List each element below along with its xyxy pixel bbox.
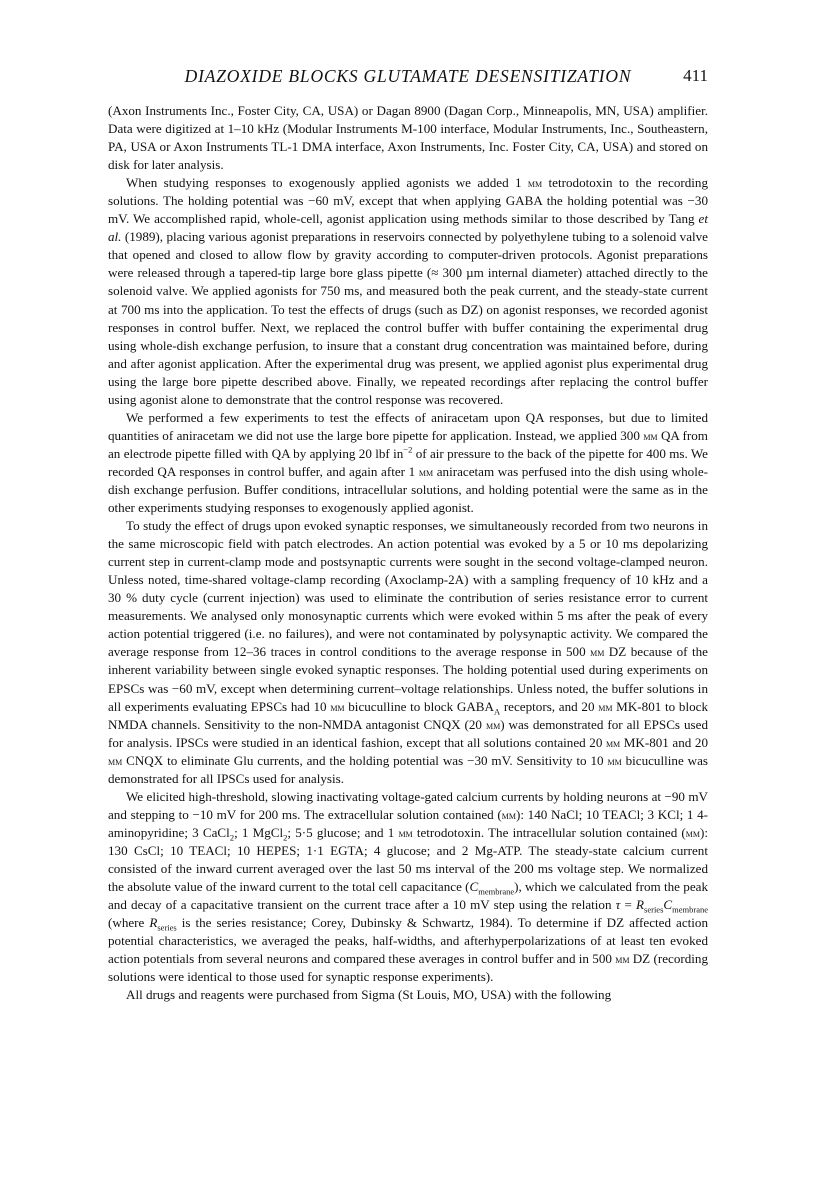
- body-text: [108, 102, 708, 1004]
- text-run: R: [636, 897, 645, 913]
- text-run: −2: [403, 444, 413, 455]
- text-run: µm: [108, 753, 123, 768]
- text-run: mm: [685, 825, 701, 840]
- page-header: [108, 66, 708, 94]
- page-number: 411: [683, 66, 708, 85]
- text-run: CNQX to eliminate Glu currents, and the holding potential was −30 mV. Sensitivity to 10: [122, 752, 608, 768]
- text-run: DZ (recording solutions were identical to those used for synaptic response experiments).: [108, 951, 708, 985]
- text-run: is the series resistance; Corey, Dubinsky & Schwartz, 1984). To determine if DZ affected action potential characteristics, we averaged the peaks, half-widths, and afterhyperpolarizations of at least ten evoked action potentials from several neurons and compared these averages in control buffer and in 500: [108, 915, 708, 967]
- text-run: ) was demonstrated for all EPSCs used for analysis. IPSCs were studied in an identical fashion, except that all solutions contained 20: [108, 716, 709, 750]
- text-run: MK-801 and 20: [620, 734, 708, 750]
- text-run: µm: [607, 753, 622, 768]
- paragraph-synaptic-responses: [108, 517, 708, 788]
- text-run: µm: [398, 825, 413, 840]
- text-run: (where: [108, 915, 150, 931]
- text-run: aniracetam was perfused into the dish using whole-dish exchange perfusion. Buffer conditions, intracellular solutions, and holding potential were the same as in the other experiments studying responses to exogenously applied agonist.: [108, 463, 709, 516]
- text-run: µm: [485, 717, 501, 732]
- text-run: We elicited high-threshold, slowing inactivating voltage-gated calcium currents by holding neurons at −90 mV and stepping to −10 mV for 200 ms. The extracellular solution contained (: [108, 788, 708, 822]
- text-run: receptors, and 20: [500, 698, 599, 714]
- journal-page: [108, 66, 708, 1004]
- paragraph-calcium-currents: [108, 788, 708, 987]
- paragraph-agonist-application: [108, 174, 708, 409]
- text-run: µm: [590, 645, 605, 660]
- text-run: membrane: [478, 886, 515, 897]
- text-run: ): 130 CsCl; 10 TEACl; 10 HEPES; 1·1 EGTA; 4 glucose; and 2 Mg-ATP. The steady-state calcium current consisted of the inward current averaged over the last 50 ms interval of the 200 ms voltage step. We normalized the absolute value of the inward current to the total cell capacitance (: [108, 824, 709, 895]
- text-run: bicuculline was demonstrated for all IPSCs used for analysis.: [108, 752, 708, 786]
- text-run: C: [469, 879, 479, 895]
- citation-et-al: et al.: [108, 211, 708, 245]
- text-run: (Axon Instruments Inc., Foster City, CA, USA) or Dagan 8900 (Dagan Corp., Minneapolis, MN, USA) amplifier. Data were digitized at 1–10 kHz (Modular Instruments M-100 interface, Modular Instruments, Inc., Southeastern, PA, USA or Axon Instruments TL-1 DMA interface, Axon Instruments, Inc. Foster City, CA, USA) and stored on disk for later analysis.: [108, 103, 708, 173]
- text-run: tetrodotoxin to the recording solutions. The holding potential was −60 mV, except that when applying GABA the holding potential was −30 mV. We accomplished rapid, whole-cell, agonist application using methods similar to those described by Tang: [108, 175, 709, 227]
- text-run: =: [620, 897, 637, 913]
- text-run: To study the effect of drugs upon evoked synaptic responses, we simultaneously recorded from two neurons in the same microscopic field with patch electrodes. An action potential was evoked by a 5 or 10 ms depolarizing current step in current-clamp mode and postsynaptic currents were sought in the second voltage-clamped neuron. Unless noted, time-shared voltage-clamp recording (Axoclamp-2A) with a sampling frequency of 10 kHz and a 30 % duty cycle (current injection) was used to eliminate the contribution of series resistance error to current measurements. We analysed only monosynaptic currents which were evoked within 5 ms after the peak of every action potential triggered (i.e. no failures), and were not contaminated by polysynaptic activity. We compared the average response from 12–36 traces in control conditions to the average response in 500: [108, 518, 708, 660]
- text-run: ), which we calculated from the peak and decay of a capacitative transient on the current trace after a 10 mV step using the relation: [108, 879, 708, 913]
- text-run: When studying responses to exogenously applied agonists we added 1: [126, 175, 528, 191]
- text-run: ): 140 NaCl; 10 TEACl; 3 KCl; 1 4-aminopyridine; 3 CaCl: [108, 806, 709, 840]
- text-run: All drugs and reagents were purchased from Sigma (St Louis, MO, USA) with the following: [126, 987, 612, 1003]
- running-title: DIAZOXIDE BLOCKS GLUTAMATE DESENSITIZATION: [184, 66, 632, 86]
- text-run: ; 1 MgCl: [234, 824, 284, 840]
- paragraph-equipment: [108, 102, 708, 174]
- text-run: MK-801 to block NMDA channels. Sensitivity to the non-NMDA antagonist CNQX (20: [108, 698, 708, 732]
- text-run: 2: [283, 832, 288, 843]
- text-run: of air pressure to the back of the pipette for 400 ms. We recorded QA responses in control buffer, and again after 1: [108, 445, 708, 479]
- text-run: C: [663, 897, 673, 913]
- text-run: membrane: [672, 904, 708, 915]
- text-run: QA from an electrode pipette filled with QA by applying 20 lbf in: [108, 427, 708, 461]
- text-run: µm: [643, 428, 658, 443]
- text-run: series: [157, 922, 177, 933]
- text-run: series: [644, 904, 664, 915]
- text-run: bicuculline to block GABA: [344, 698, 494, 714]
- text-run: τ: [615, 897, 621, 913]
- text-run: DZ because of the inherent variability between single evoked synaptic responses. The holding potential used during experiments on EPSCs was −60 mV, except when determining current–voltage relationships. Unless noted, the buffer solutions in all experiments evaluating EPSCs had 10: [108, 644, 708, 714]
- text-run: 2: [229, 832, 235, 843]
- text-run: We performed a few experiments to test the effects of aniracetam upon QA responses, but due to limited quantities of aniracetam we did not use the large bore pipette for application. Instead, we applied 300: [108, 409, 708, 443]
- text-run: µm: [605, 735, 621, 750]
- text-run: A: [493, 706, 501, 717]
- unit-micromolar: µm: [527, 176, 543, 191]
- text-run: µm: [615, 952, 630, 967]
- text-run: tetrodotoxin. The intracellular solution contained (: [412, 824, 686, 840]
- text-run: ; 5·5 glucose; and 1: [287, 824, 399, 840]
- paragraph-drugs: [108, 986, 708, 1004]
- text-run: µm: [598, 699, 613, 714]
- text-run: µm: [330, 699, 345, 714]
- text-run: R: [149, 915, 158, 931]
- text-run: (1989), placing various agonist preparations in reservoirs connected by polyethylene tubing to a solenoid valve that opened and closed to allow flow by gravity according to computer-driven protocols. Agonist preparations were released through a tapered-tip large bore glass pipette (≈ 300 µm internal diameter) attached directly to the solenoid valve. We applied agonists for 750 ms, and measured both the peak current, and the steady-state current at 700 ms into the application. To test the effects of drugs (such as DZ) on agonist responses, we recorded agonist responses in control buffer. Next, we replaced the control buffer with buffer containing the experimental drug using whole-dish exchange perfusion, to insure that a constant drug concentration was maintained before, during and after agonist application. After the experimental drug was present, we applied agonist plus experimental drug using the large bore pipette described above. Finally, we repeated recordings after replacing the control buffer using agonist alone to demonstrate that the control response was recovered.: [108, 229, 708, 407]
- paragraph-aniracetam: [108, 409, 708, 517]
- text-run: mm: [501, 807, 516, 822]
- text-run: mm: [418, 464, 434, 479]
